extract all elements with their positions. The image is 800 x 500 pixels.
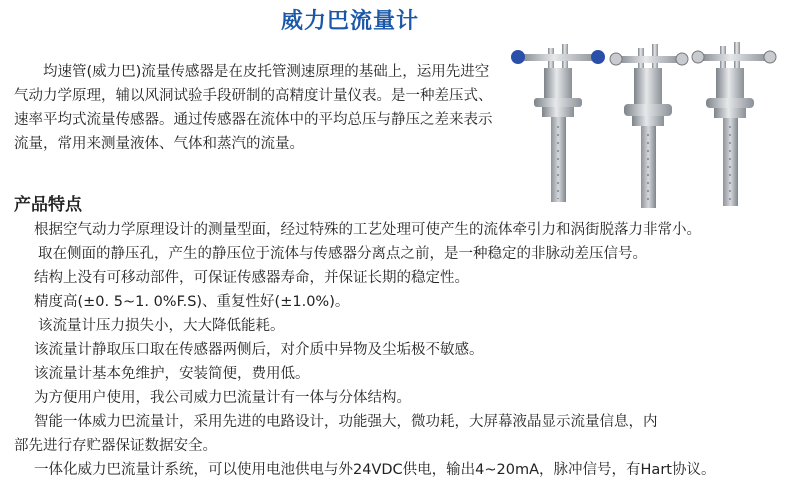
- feature-item: 一体化威力巴流量计系统，可以使用电池供电与外24VDC供电，输出4~20mA，脉冲信号，有Hart协议。: [34, 462, 716, 478]
- feature-item: 该流量计基本免维护，安装简便，费用低。: [34, 366, 310, 382]
- valve-handle-icon: [511, 50, 525, 64]
- feature-item: 取在侧面的静压孔，产生的静压位于流体与传感器分离点之前，是一种稳定的非脉动差压信号。: [38, 246, 647, 262]
- product-photo: [508, 34, 798, 214]
- feature-item: 该流量计静取压口取在传感器两侧后，对介质中异物及尘垢极不敏感。: [34, 342, 484, 358]
- feature-item: 智能一体威力巴流量计，采用先进的电路设计，功能强大，微功耗，大屏幕液晶显示流量信息，内: [34, 414, 658, 430]
- feature-list: [14, 218, 794, 482]
- flow-sensor-2: [610, 44, 688, 208]
- feature-item: 该流量计压力损失小，大大降低能耗。: [38, 318, 285, 334]
- section-title-features: 产品特点: [14, 195, 82, 215]
- feature-item: 结构上没有可移动部件，可保证传感器寿命，并保证长期的稳定性。: [34, 270, 469, 286]
- feature-item: 部先进行存贮器保证数据安全。: [14, 438, 217, 454]
- feature-item: 为方便用户使用，我公司威力巴流量计有一体与分体结构。: [34, 390, 411, 406]
- intro-paragraph: 均速管(威力巴)流量传感器是在皮托管测速原理的基础上，运用先进空气动力学原理，辅以风洞试验手段研制的高精度计量仪表。是一种差压式、速率平均式流量传感器。通过传感器在流体中的平均总压与静压之差来表示流量，常用来测量液体、气体和蒸汽的流量。: [14, 64, 493, 152]
- flow-sensor-3: [692, 42, 776, 206]
- feature-item: 根据空气动力学原理设计的测量型面，经过特殊的工艺处理可使产生的流体牵引力和涡街脱落力非常小。: [34, 222, 701, 238]
- valve-handle-icon: [591, 50, 605, 64]
- page-title: 威力巴流量计: [280, 9, 419, 34]
- feature-item: 精度高(±0. 5~1. 0%F.S)、重复性好(±1.0%)。: [34, 294, 350, 310]
- flow-sensor-1: [511, 44, 605, 202]
